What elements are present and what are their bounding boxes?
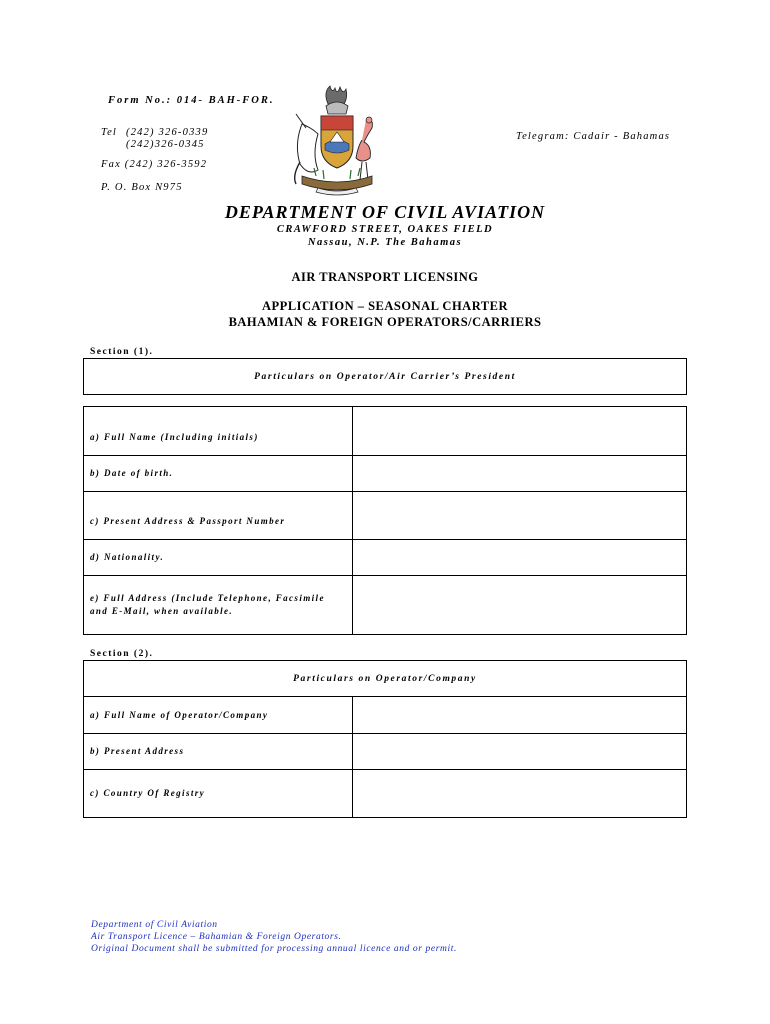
field-label: a) Full Name (Including initials) bbox=[84, 407, 353, 456]
table-row bbox=[84, 456, 687, 492]
department-title: DEPARTMENT OF CIVIL AVIATION bbox=[224, 202, 546, 222]
street-address: CRAWFORD STREET, OAKES FIELD bbox=[276, 224, 494, 235]
present-address-input[interactable] bbox=[353, 734, 687, 770]
po-box: P. O. Box N975 bbox=[101, 182, 183, 193]
date-of-birth-input[interactable] bbox=[353, 456, 687, 492]
field-label: c) Present Address & Passport Number bbox=[84, 492, 353, 540]
section-1-table bbox=[83, 406, 687, 635]
operator-name-input[interactable] bbox=[353, 697, 687, 734]
telephone-1: (242) 326-0339 bbox=[126, 127, 209, 138]
table-row bbox=[84, 697, 687, 734]
section-2-heading: Particulars on Operator/Company bbox=[293, 673, 477, 684]
country-of-registry-input[interactable] bbox=[353, 770, 687, 818]
telephone-2: (242)326-0345 bbox=[126, 139, 205, 150]
table-row bbox=[84, 540, 687, 576]
city-address: Nassau, N.P. The Bahamas bbox=[307, 237, 463, 248]
field-label: a) Full Name of Operator/Company bbox=[84, 697, 353, 734]
application-title-line-1: APPLICATION – SEASONAL CHARTER bbox=[262, 299, 508, 313]
table-row bbox=[84, 576, 687, 635]
section-1-heading-box bbox=[83, 358, 687, 395]
field-label: b) Present Address bbox=[84, 734, 353, 770]
fax-number: Fax (242) 326-3592 bbox=[101, 159, 208, 170]
telegram-address: Telegram: Cadair - Bahamas bbox=[516, 131, 671, 142]
table-row bbox=[84, 407, 687, 456]
field-label: b) Date of birth. bbox=[84, 456, 353, 492]
address-passport-input[interactable] bbox=[353, 492, 687, 540]
coat-of-arms-icon bbox=[288, 84, 386, 196]
footer-line-1: Department of Civil Aviation bbox=[91, 920, 218, 930]
form-number: Form No.: 014- BAH-FOR. bbox=[108, 95, 275, 106]
application-title-line-2: BAHAMIAN & FOREIGN OPERATORS/CARRIERS bbox=[228, 315, 542, 329]
full-name-input[interactable] bbox=[353, 407, 687, 456]
section-2-table bbox=[83, 696, 687, 818]
field-label: d) Nationality. bbox=[84, 540, 353, 576]
section-1-heading: Particulars on Operator/Air Carrier’s President bbox=[254, 371, 516, 382]
licensing-heading: AIR TRANSPORT LICENSING bbox=[291, 270, 479, 284]
tel-label: Tel bbox=[101, 127, 118, 138]
footer-line-3: Original Document shall be submitted for processing annual licence and or permit. bbox=[91, 944, 457, 954]
table-row bbox=[84, 770, 687, 818]
section-2-label: Section (2). bbox=[90, 649, 154, 659]
section-2-heading-box bbox=[83, 660, 687, 697]
field-label: c) Country Of Registry bbox=[84, 770, 353, 818]
table-row bbox=[84, 734, 687, 770]
section-1-label: Section (1). bbox=[90, 347, 154, 357]
nationality-input[interactable] bbox=[353, 540, 687, 576]
field-label: e) Full Address (Include Telephone, Facsimile and E-Mail, when available. bbox=[84, 576, 353, 635]
footer-line-2: Air Transport Licence – Bahamian & Foreign Operators. bbox=[91, 932, 342, 942]
full-address-input[interactable] bbox=[353, 576, 687, 635]
table-row bbox=[84, 492, 687, 540]
